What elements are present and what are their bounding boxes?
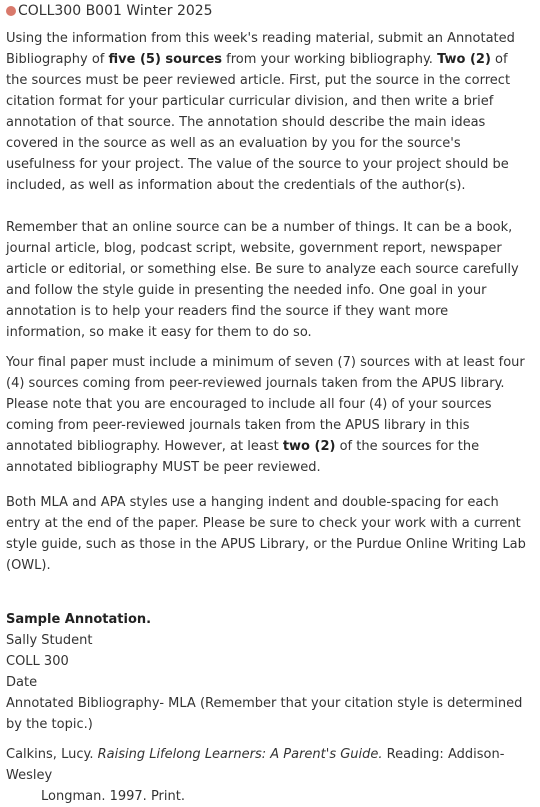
sample-student: Sally Student (6, 633, 93, 648)
instructions-text: Using the information from this week's reading material, submit an Annotated Bibliography of (6, 31, 515, 67)
status-dot-icon (6, 6, 16, 16)
sample-course: COLL 300 (6, 654, 69, 669)
citation-continuation: Longman. 1997. Print. (41, 789, 185, 804)
final-paper-text: Your final paper must include a minimum of seven (7) sources with at least four (4) sources coming from peer-reviewed journals taken from the APUS library. Please note that you are encouraged to include all four (4) of your sources coming from peer-reviewed journals taken from the APUS library in this annotated bibliography. However, at least (6, 355, 525, 454)
sample-citation (6, 744, 530, 807)
course-header (6, 0, 530, 22)
five-sources-emphasis: five (5) sources (108, 52, 223, 67)
sample-heading: Sample Annotation. (6, 612, 152, 627)
citation-book-title: Raising Lifelong Learners: A Parent's Guide. (97, 747, 383, 762)
instructions-text: of the sources must be peer reviewed article. First, put the source in the correct citation format for your particular curricular division, and then write a brief annotation of that source. The annotation should describe the main ideas covered in the source as well as an evaluation by you for the source's usefulness for your project. The value of the source to your project should be included, as well as information about the credentials of the author(s). (6, 52, 511, 193)
final-paper-text: of the sources for the annotated bibliography MUST be peer reviewed. (6, 439, 480, 475)
final-paper-paragraph (6, 352, 530, 478)
sample-title-line: Annotated Bibliography- MLA (Remember that your citation style is determined by the topic.) (6, 696, 523, 732)
sample-date: Date (6, 675, 38, 690)
style-paragraph: Both MLA and APA styles use a hanging indent and double-spacing for each entry at the end of the paper. Please be sure to check your work with a current style guide, such as those in the APUS Library, or the Purdue Online Writing Lab (OWL). (6, 495, 526, 573)
two-emphasis: two (2) (282, 439, 336, 454)
course-title: COLL300 B001 Winter 2025 (18, 3, 213, 19)
online-source-paragraph: Remember that an online source can be a number of things. It can be a book, journal article, blog, podcast script, website, government report, newspaper article or editorial, or something else. Be sure to analyze each source carefully and follow the style guide in presenting the needed info. One goal in your annotation is to help your readers find the source if they want more information, so make it easy for them to do so. (6, 220, 519, 340)
two-emphasis: Two (2) (437, 52, 491, 67)
citation-publisher: Reading: Addison-Wesley (6, 747, 505, 783)
instructions-paragraph (6, 28, 530, 196)
sample-annotation (6, 609, 530, 735)
instructions-text: from your working bibliography. (222, 52, 438, 67)
citation-author: Calkins, Lucy. (6, 747, 98, 762)
